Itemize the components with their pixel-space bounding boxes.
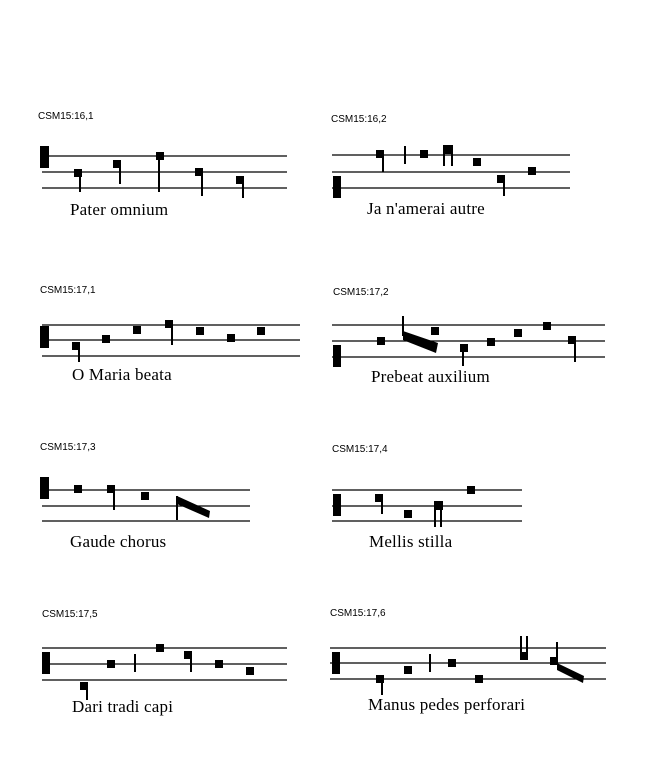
excerpt-label: CSM15:17,2 <box>333 287 389 298</box>
lyric-text: O Maria beata <box>72 365 172 384</box>
note <box>475 675 483 683</box>
note <box>448 659 456 667</box>
note <box>404 666 412 674</box>
lyric-text: Gaude chorus <box>70 532 167 551</box>
excerpt-label: CSM15:17,6 <box>330 608 386 619</box>
lyric-text: Mellis stilla <box>369 532 453 551</box>
lyric-text: Manus pedes perforari <box>368 695 526 714</box>
excerpt-label: CSM15:17,5 <box>42 609 98 620</box>
lyric-text: Dari tradi capi <box>72 697 174 716</box>
lyric-text: Prebeat auxilium <box>371 367 490 386</box>
excerpt-label: CSM15:17,3 <box>40 442 96 453</box>
clef-icon <box>332 652 340 674</box>
ligature <box>557 663 584 683</box>
excerpt-label: CSM15:17,1 <box>40 285 96 296</box>
lyric-text: Ja n'amerai autre <box>367 199 485 218</box>
excerpt-label: CSM15:16,1 <box>38 111 94 122</box>
excerpt-label: CSM15:16,2 <box>331 114 387 125</box>
lyric-text: Pater omnium <box>70 200 169 219</box>
excerpt-label: CSM15:17,4 <box>332 444 388 455</box>
